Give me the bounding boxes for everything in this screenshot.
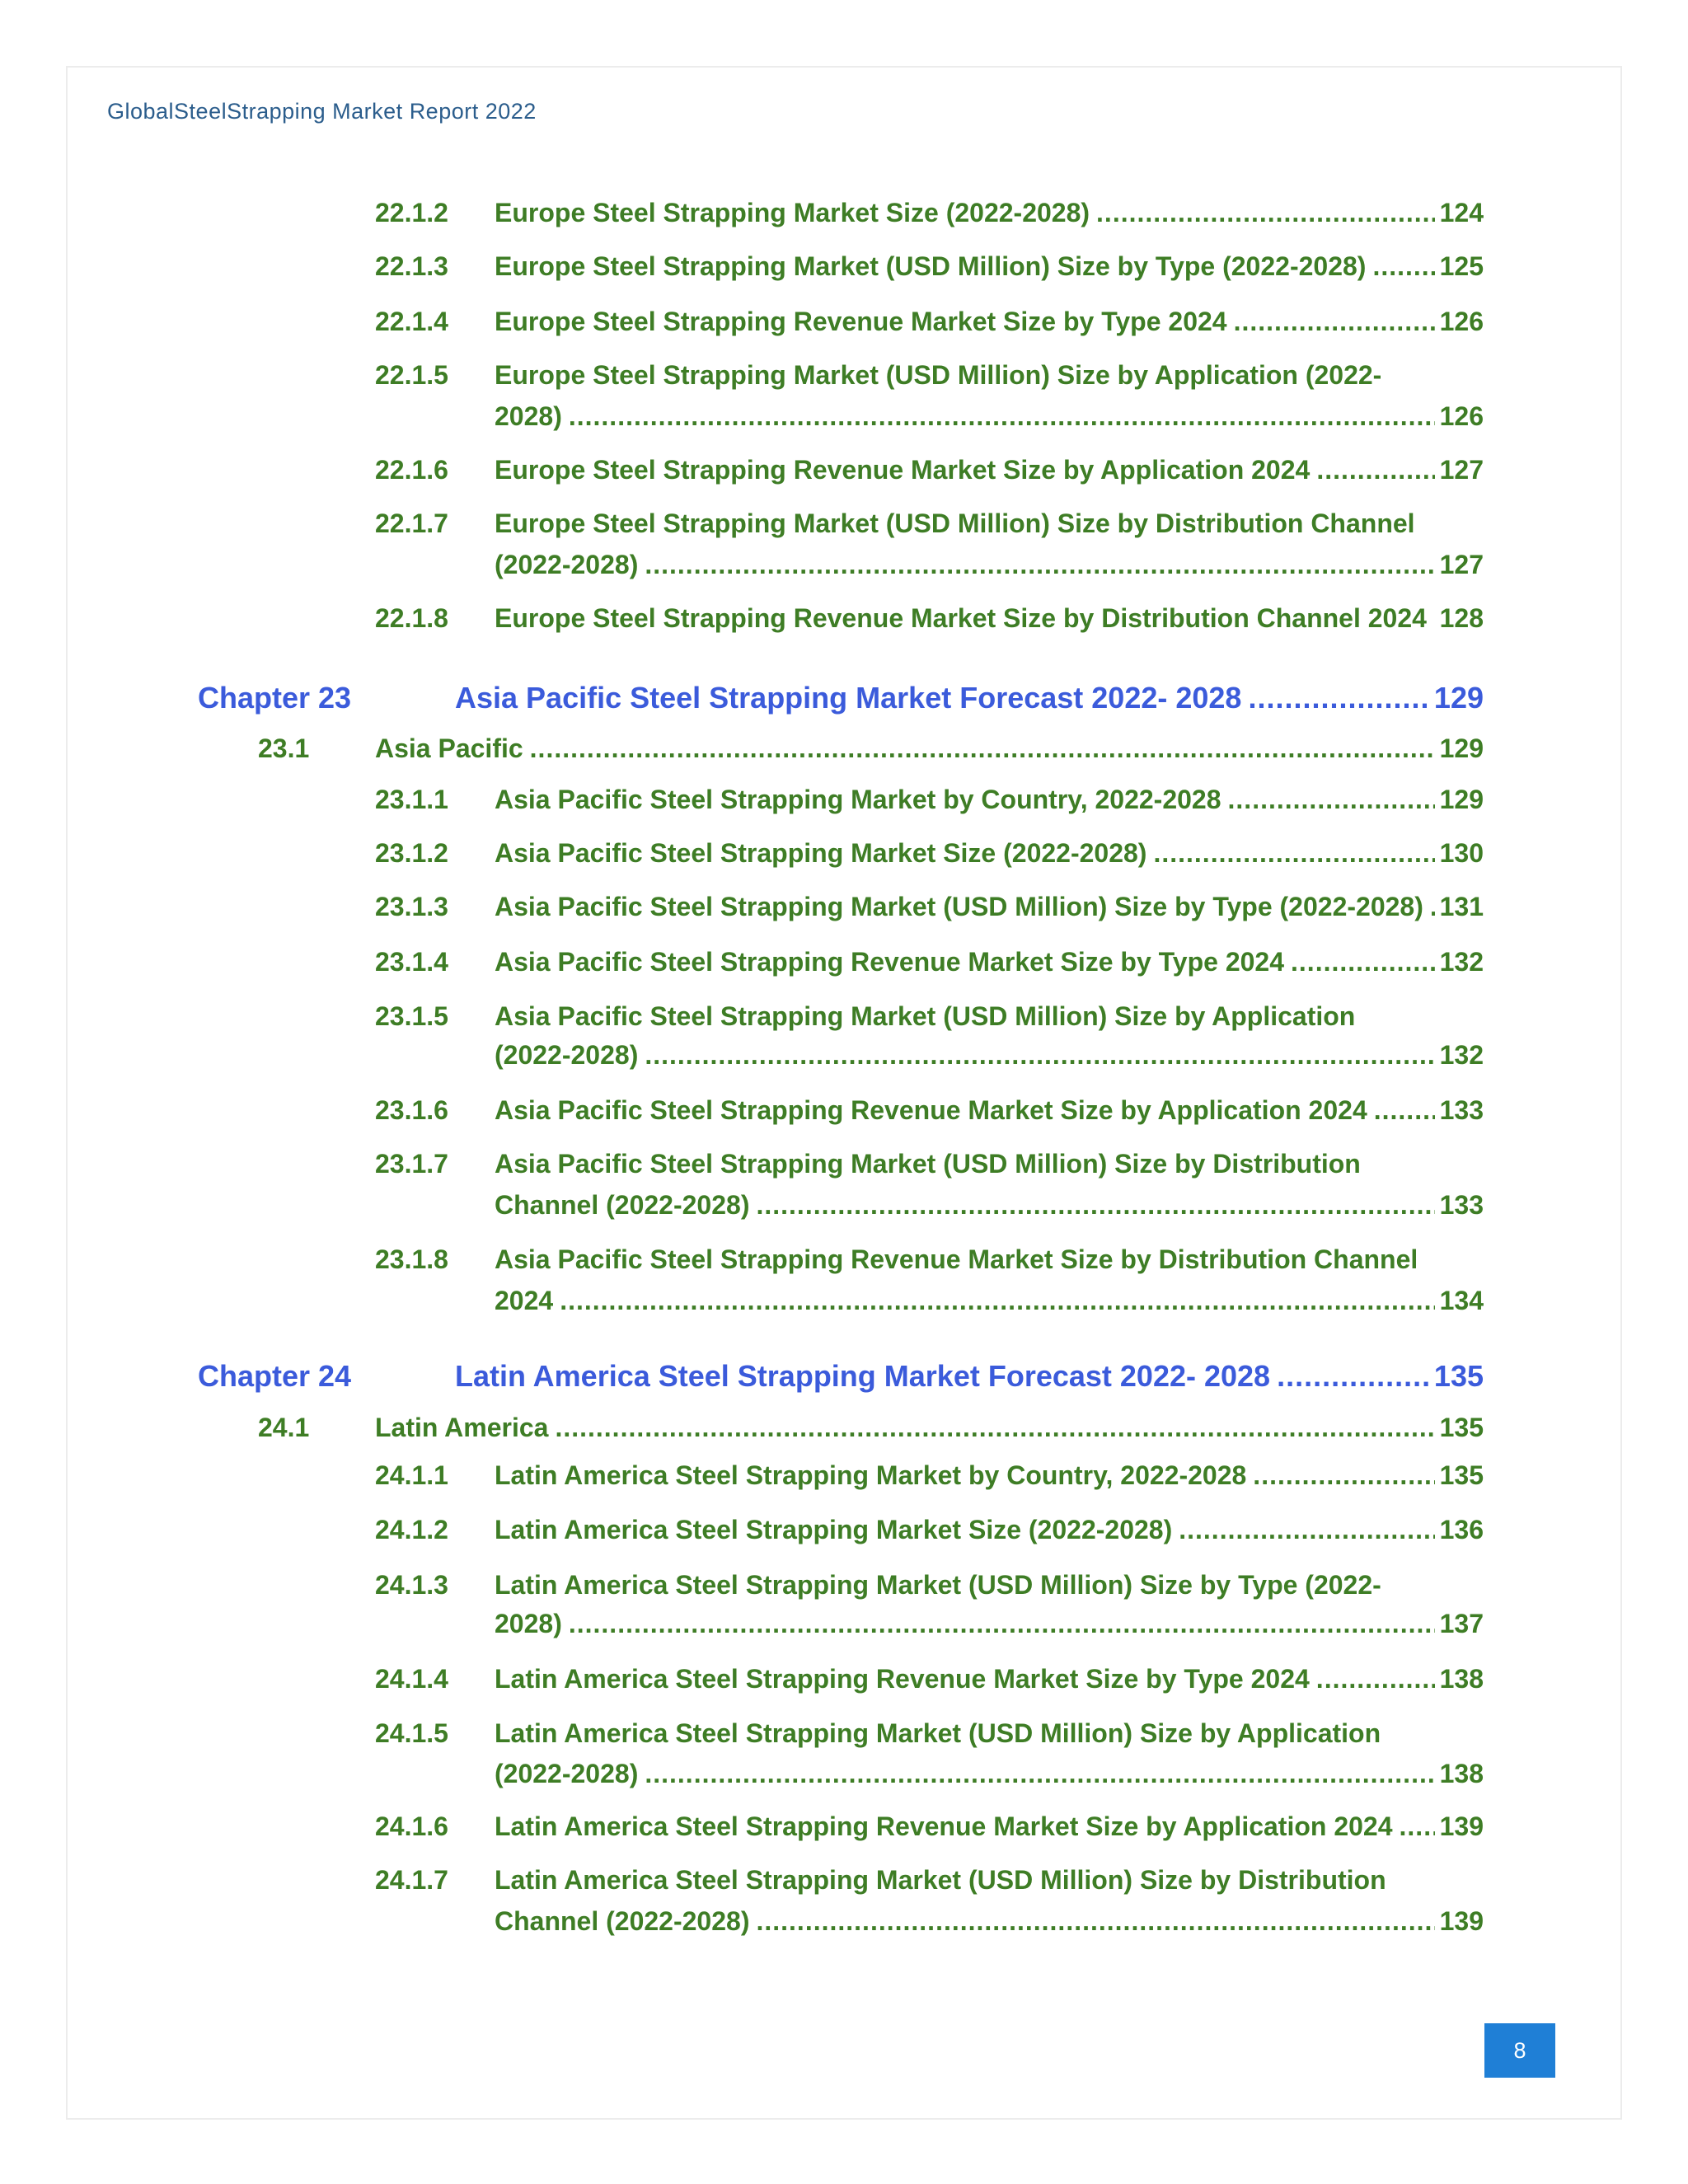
toc-entry-title-line1: Europe Steel Strapping Market (USD Million) Size by Distribution Channel	[495, 509, 1415, 538]
toc-entry-page: 135	[1433, 1359, 1484, 1393]
toc-leader-dots	[1430, 892, 1435, 922]
toc-entry-number: 24.1.5	[375, 1718, 448, 1748]
toc-entry-title: (2022-2028)	[495, 1040, 639, 1070]
toc-entry-number: 22.1.7	[375, 509, 448, 538]
toc-chapter-number: Chapter 23	[198, 681, 352, 715]
toc-leader-dots	[1234, 307, 1435, 337]
toc-entry-page: 132	[1439, 947, 1484, 977]
toc-entry-number: 22.1.8	[375, 603, 448, 633]
toc-entry-page: 126	[1439, 307, 1484, 336]
toc-leader-dots	[645, 1759, 1434, 1789]
toc-entry-page: 133	[1439, 1190, 1484, 1220]
toc-entry-page: 124	[1439, 198, 1484, 227]
toc-entry-page: 125	[1439, 251, 1484, 281]
toc-entry-number: 22.1.2	[375, 198, 448, 227]
toc-leader-dots	[1316, 455, 1434, 485]
toc-leader-dots	[1179, 1515, 1434, 1545]
toc-entry-page: 130	[1439, 838, 1484, 868]
toc-leader-dots	[1228, 785, 1435, 815]
toc-entry-number: 24.1.2	[375, 1515, 448, 1544]
toc-entry-number: 24.1	[258, 1413, 310, 1442]
toc-entry-title: Europe Steel Strapping Revenue Market Size by Distribution Channel 2024	[495, 603, 1427, 633]
toc-entry-number: 23.1	[258, 733, 310, 763]
toc-entry-page: 135	[1439, 1460, 1484, 1490]
toc-entry[interactable]	[375, 947, 1484, 977]
toc-entry-page: 138	[1439, 1664, 1484, 1694]
toc-entry-title: Europe Steel Strapping Market Size (2022-2028)	[495, 198, 1090, 227]
toc-entry-title: Asia Pacific Steel Strapping Market by Country, 2022-2028	[495, 785, 1221, 814]
toc-entry-page: 126	[1439, 401, 1484, 431]
toc-entry-number: 23.1.4	[375, 947, 448, 977]
toc-leader-dots	[1433, 603, 1435, 634]
toc-leader-dots	[1248, 681, 1428, 715]
toc-entry-page: 131	[1439, 892, 1484, 921]
toc-entry-title: Latin America Steel Strapping Market Size (2022-2028)	[495, 1515, 1173, 1544]
toc-entry-page: 133	[1439, 1095, 1484, 1125]
toc-entry-title: Europe Steel Strapping Market (USD Million) Size by Type (2022-2028)	[495, 251, 1367, 281]
toc-entry[interactable]	[375, 198, 1484, 228]
toc-entry[interactable]	[375, 785, 1484, 815]
toc-chapter-title: Asia Pacific Steel Strapping Market Forecast 2022- 2028	[455, 681, 1242, 715]
toc-entry-page: 136	[1439, 1515, 1484, 1544]
toc-entry-page: 134	[1439, 1286, 1484, 1315]
toc-leader-dots	[645, 550, 1434, 580]
toc-entry-number: 22.1.6	[375, 455, 448, 485]
toc-leader-dots	[569, 1609, 1435, 1639]
toc-entry-number: 23.1.2	[375, 838, 448, 868]
toc-leader-dots	[1277, 1359, 1429, 1394]
toc-entry-page: 129	[1439, 785, 1484, 814]
toc-leader-dots	[555, 1413, 1434, 1443]
toc-entry-number: 23.1.7	[375, 1149, 448, 1179]
toc-entry-title: Latin America Steel Strapping Market by Country, 2022-2028	[495, 1460, 1247, 1490]
toc-entry-page: 138	[1439, 1759, 1484, 1788]
toc-entry-title-line1: Asia Pacific Steel Strapping Market (USD Million) Size by Application	[495, 1001, 1356, 1031]
toc-entry-title: 2028)	[495, 1609, 562, 1638]
toc-entry-title-line1: Asia Pacific Steel Strapping Revenue Market Size by Distribution Channel	[495, 1244, 1418, 1274]
toc-entry-number: 23.1.8	[375, 1244, 448, 1274]
toc-entry-number: 22.1.5	[375, 360, 448, 390]
toc-entry[interactable]	[375, 603, 1484, 634]
toc-leader-dots	[1400, 1811, 1435, 1842]
toc-entry-title: (2022-2028)	[495, 550, 639, 579]
toc-entry[interactable]	[375, 892, 1484, 922]
toc-chapter-title: Latin America Steel Strapping Market Forecast 2022- 2028	[455, 1359, 1271, 1393]
toc-section-entry[interactable]	[258, 1413, 1484, 1443]
toc-leader-dots	[560, 1286, 1434, 1316]
toc-entry-title-line1: Asia Pacific Steel Strapping Market (USD Million) Size by Distribution	[495, 1149, 1361, 1179]
toc-entry-title: Latin America	[375, 1413, 549, 1442]
toc-entry-number: 24.1.7	[375, 1865, 448, 1895]
toc-leader-dots	[1316, 1664, 1435, 1694]
toc-leader-dots	[1291, 947, 1435, 977]
toc-entry-title-line1: Latin America Steel Strapping Market (USD Million) Size by Distribution	[495, 1865, 1386, 1895]
toc-entry[interactable]	[375, 838, 1484, 869]
toc-entry[interactable]	[375, 1095, 1484, 1126]
toc-entry-title: Asia Pacific	[375, 733, 523, 763]
toc-entry[interactable]	[375, 1460, 1484, 1491]
toc-entry-title: 2028)	[495, 401, 562, 431]
toc-entry-number: 23.1.3	[375, 892, 448, 921]
toc-entry-page: 128	[1439, 603, 1484, 633]
toc-entry-title: Asia Pacific Steel Strapping Revenue Market Size by Type 2024	[495, 947, 1285, 977]
toc-entry-page: 135	[1439, 1413, 1484, 1442]
toc-entry-title: Channel (2022-2028)	[495, 1190, 750, 1220]
toc-chapter-number: Chapter 24	[198, 1359, 352, 1393]
page-number-badge: 8	[1484, 2023, 1555, 2078]
toc-entry-number: 23.1.1	[375, 785, 448, 814]
toc-entry-number: 24.1.4	[375, 1664, 448, 1694]
toc-chapter-entry[interactable]	[198, 681, 1484, 715]
toc-entry-page: 127	[1439, 455, 1484, 485]
toc-entry-page: 129	[1433, 681, 1484, 715]
toc-leader-dots	[530, 733, 1435, 764]
toc-leader-dots	[1253, 1460, 1434, 1491]
toc-leader-dots	[1372, 251, 1434, 282]
toc-leader-dots	[569, 401, 1435, 432]
toc-entry-title: Channel (2022-2028)	[495, 1906, 750, 1936]
toc-entry[interactable]	[375, 1811, 1484, 1842]
toc-leader-dots	[1374, 1095, 1435, 1126]
toc-entry-title-line1: Europe Steel Strapping Market (USD Million) Size by Application (2022-	[495, 360, 1382, 390]
toc-section-entry[interactable]	[258, 733, 1484, 764]
report-header: GlobalSteelStrapping Market Report 2022	[107, 99, 537, 124]
toc-entry-title: Asia Pacific Steel Strapping Market Size (2022-2028)	[495, 838, 1147, 868]
toc-entry-number: 24.1.1	[375, 1460, 448, 1490]
toc-entry-title: Asia Pacific Steel Strapping Market (USD Million) Size by Type (2022-2028)	[495, 892, 1423, 921]
toc-entry-title: (2022-2028)	[495, 1759, 639, 1788]
toc-entry[interactable]	[375, 1664, 1484, 1694]
toc-entry-page: 139	[1439, 1906, 1484, 1936]
toc-entry-number: 22.1.4	[375, 307, 448, 336]
toc-entry[interactable]	[375, 1515, 1484, 1545]
toc-chapter-entry[interactable]	[198, 1359, 1484, 1394]
toc-entry-number: 24.1.6	[375, 1811, 448, 1841]
toc-entry-number: 23.1.5	[375, 1001, 448, 1031]
toc-entry[interactable]	[375, 251, 1484, 282]
toc-entry-title: 2024	[495, 1286, 554, 1315]
toc-entry-page: 139	[1439, 1811, 1484, 1841]
toc-entry-number: 23.1.6	[375, 1095, 448, 1125]
toc-entry-title: Latin America Steel Strapping Revenue Market Size by Application 2024	[495, 1811, 1393, 1841]
toc-entry-title-line1: Latin America Steel Strapping Market (USD Million) Size by Application	[495, 1718, 1381, 1748]
toc-entry-title-line1: Latin America Steel Strapping Market (USD Million) Size by Type (2022-	[495, 1570, 1381, 1600]
toc-entry-title: Europe Steel Strapping Revenue Market Size by Type 2024	[495, 307, 1227, 336]
toc-entry-page: 127	[1439, 550, 1484, 579]
toc-entry-number: 24.1.3	[375, 1570, 448, 1600]
toc-leader-dots	[756, 1190, 1434, 1221]
toc-entry-title: Asia Pacific Steel Strapping Revenue Market Size by Application 2024	[495, 1095, 1367, 1125]
toc-entry-page: 129	[1439, 733, 1484, 763]
toc-entry-title: Europe Steel Strapping Revenue Market Size by Application 2024	[495, 455, 1311, 485]
toc-entry[interactable]	[375, 455, 1484, 485]
toc-entry-number: 22.1.3	[375, 251, 448, 281]
toc-leader-dots	[645, 1040, 1434, 1071]
toc-leader-dots	[756, 1906, 1434, 1937]
toc-leader-dots	[1153, 838, 1434, 869]
toc-entry-title: Latin America Steel Strapping Revenue Market Size by Type 2024	[495, 1664, 1310, 1694]
toc-entry[interactable]	[375, 307, 1484, 337]
toc-entry-page: 132	[1439, 1040, 1484, 1070]
toc-leader-dots	[1096, 198, 1435, 228]
toc-entry-page: 137	[1439, 1609, 1484, 1638]
